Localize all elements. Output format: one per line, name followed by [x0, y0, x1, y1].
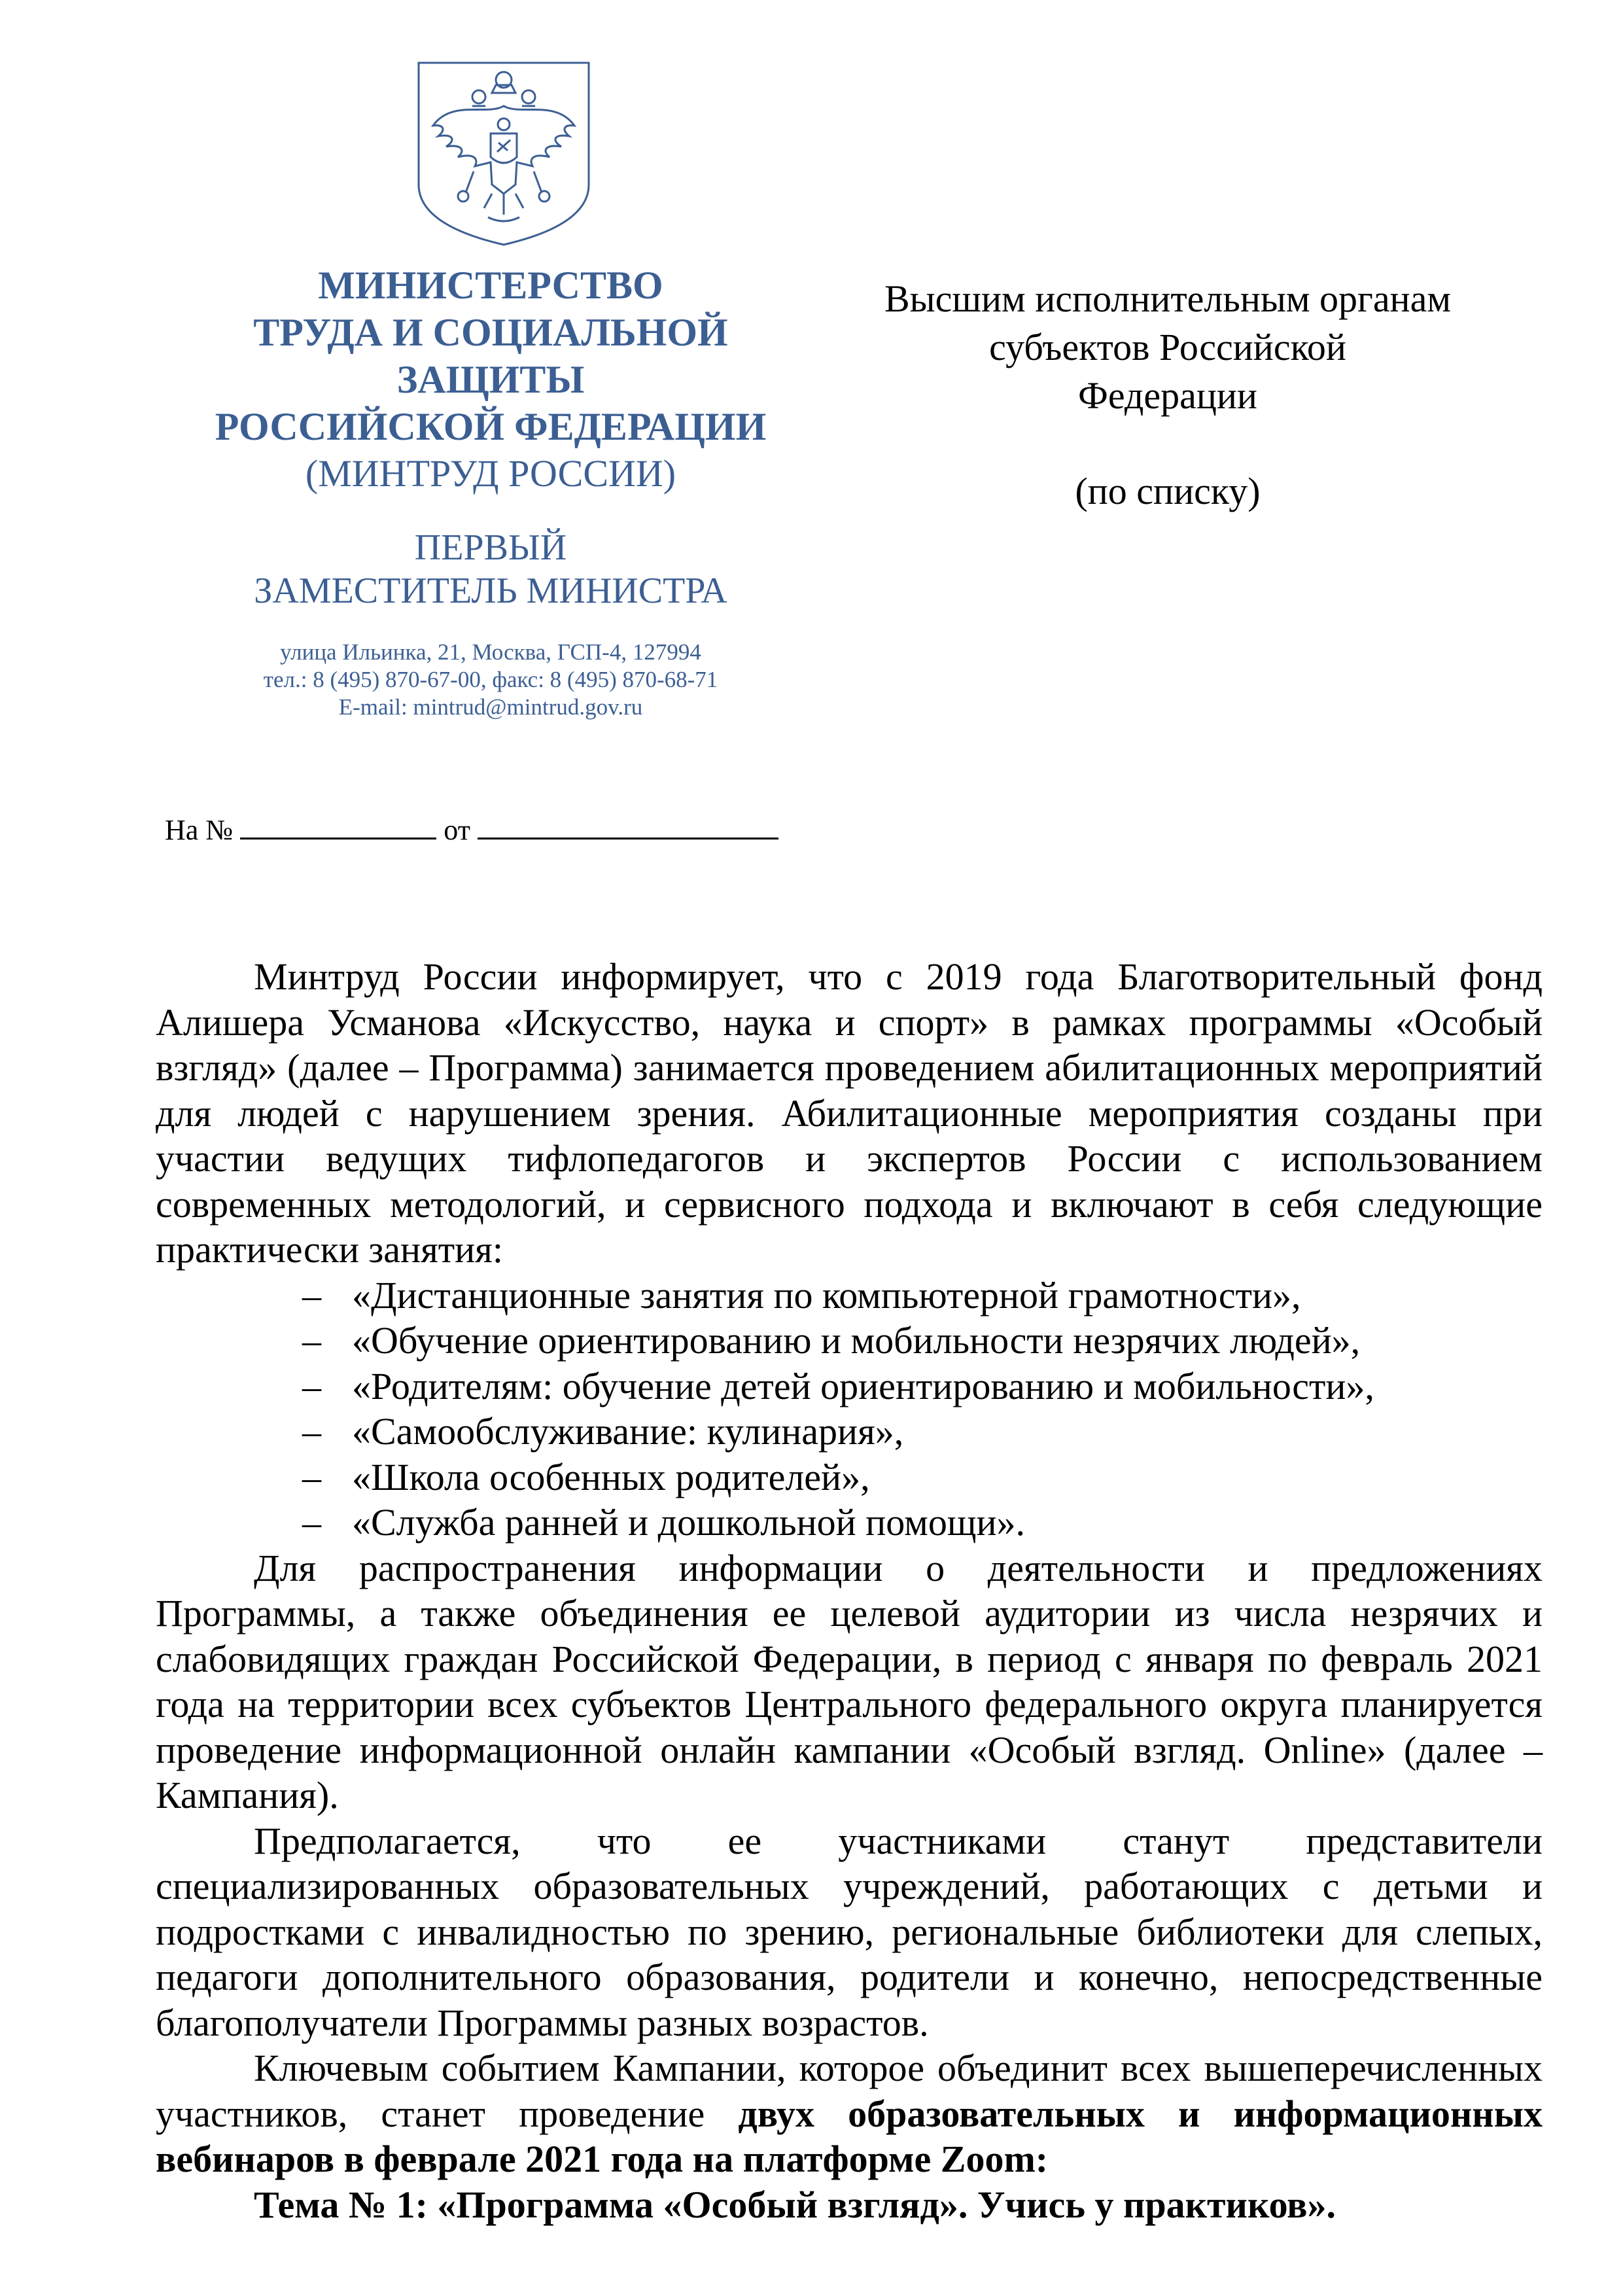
letterhead — [150, 262, 831, 721]
email: E-mail: mintrud@mintrud.gov.ru — [338, 694, 643, 720]
activities-list — [156, 1273, 1543, 1545]
reference-number-blank — [240, 811, 436, 839]
list-item: – «Школа особенных родителей», — [302, 1455, 870, 1498]
recipient-line-1: Высшим исполнительным органам — [884, 277, 1452, 320]
paragraph-1: Минтруд России информирует, что с 2019 года Благотворительный фонд Алишера Усманова «Искусство, наука и спорт» в рамках программы «Особый взгляд» (далее – Программа) занимается проведением абилитационных мероприятий для людей с нарушением зрения. Абилитационные мероприятия созданы при участии ведущих тифлопедагогов и экспертов России с использованием современных методологий, и сервисного подхода и включают в себя следующие практически занятия: — [156, 955, 1543, 1271]
position-line-2: ЗАМЕСТИТЕЛЬ МИНИСТРА — [254, 571, 727, 611]
recipient-note: (по списку) — [1075, 470, 1261, 512]
phone-fax: тел.: 8 (495) 870-67-00, факс: 8 (495) 870-68-71 — [263, 667, 718, 692]
paragraph-3: Предполагается, что ее участниками станут представители специализированных образовательных учреждений, работающих с детьми и подростками с инвалидностью по зрению, региональные библиотеки для слепых, педагоги дополнительного образования, родители и конечно, непосредственные благополучатели Программы разных возрастов. — [156, 1819, 1543, 2044]
coat-of-arms-emblem — [406, 54, 602, 250]
list-item: – «Обучение ориентированию и мобильности незрячих людей», — [302, 1319, 1361, 1362]
reference-line — [165, 811, 778, 847]
recipient-block — [831, 275, 1505, 516]
list-item: – «Родителям: обучение детей ориентированию и мобильности», — [302, 1364, 1374, 1407]
reference-date-blank — [478, 811, 778, 839]
topic-1-heading: Тема № 1: «Программа «Особый взгляд». Учись у практиков». — [254, 2183, 1336, 2226]
list-item: – «Самообслуживание: кулинария», — [302, 1410, 904, 1453]
ministry-name-line-1: МИНИСТЕРСТВО — [318, 264, 663, 307]
contact-block — [150, 639, 831, 721]
ministry-name-line-2: ТРУДА И СОЦИАЛЬНОЙ — [253, 311, 728, 354]
list-item: – «Дистанционные занятия по компьютерной грамотности», — [302, 1273, 1301, 1316]
paragraph-2: Для распространения информации о деятельности и предложениях Программы, а также объединения ее целевой аудитории из числа незрячих и слабовидящих граждан Российской Федерации, в период с января по февраль 2021 года на территории всех субъектов Центрального федерального округа планируется проведение информационной онлайн кампании «Особый взгляд. Online» (далее – Кампания). — [156, 1546, 1543, 1816]
position-title — [150, 526, 831, 612]
on-no-label: На № — [165, 814, 234, 846]
paragraph-4: Ключевым событием Кампании, которое объединит всех вышеперечисленных участников, станет проведение двух образовательных и информационных вебинаров в феврале 2021 года на платформе Zoom: — [156, 2047, 1543, 2180]
from-label: от — [444, 814, 470, 846]
recipient-line-3: Федерации — [1078, 374, 1257, 417]
letter-body — [156, 954, 1543, 2227]
address: улица Ильинка, 21, Москва, ГСП-4, 127994 — [280, 639, 701, 665]
recipient-line-2: субъектов Российской — [989, 326, 1346, 368]
ministry-short-name: (МИНТРУД РОССИИ) — [305, 452, 676, 495]
list-item: – «Служба ранней и дошкольной помощи». — [302, 1501, 1026, 1544]
position-line-1: ПЕРВЫЙ — [414, 527, 567, 568]
ministry-name-line-3: ЗАЩИТЫ — [396, 358, 585, 401]
ministry-name-line-4: РОССИЙСКОЙ ФЕДЕРАЦИИ — [215, 405, 767, 448]
